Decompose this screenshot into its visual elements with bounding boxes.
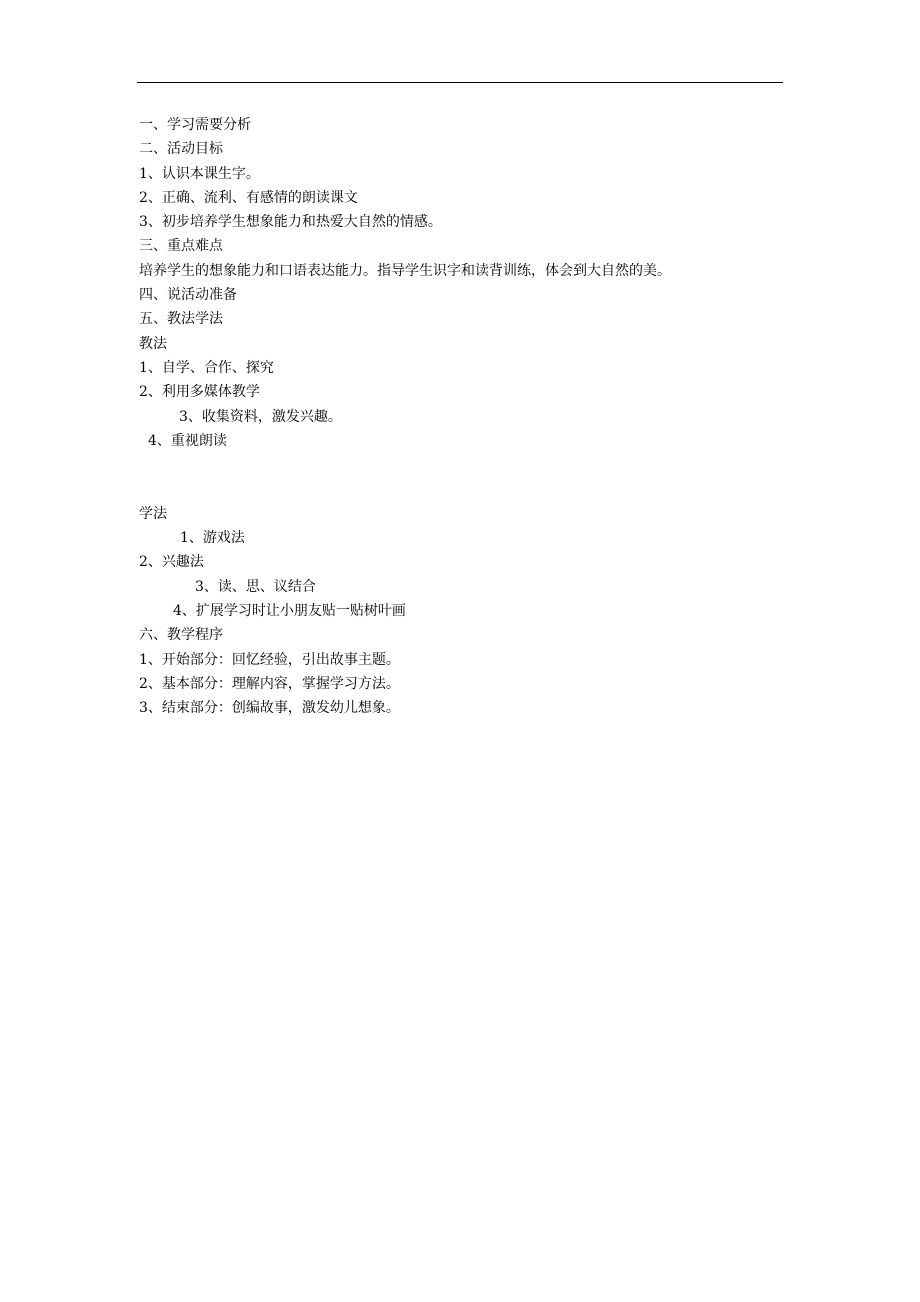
procedure-item-2: 2、基本部分：理解内容，掌握学习方法。 <box>139 675 400 692</box>
goal-item-3: 3、初步培养学生想象能力和热爱大自然的情感。 <box>139 214 442 231</box>
section-heading-methods: 五、教法学法 <box>139 311 223 328</box>
teaching-method-item-2: 2、利用多媒体教学 <box>139 384 260 401</box>
subheading-teaching-methods: 教法 <box>139 335 167 352</box>
goal-item-2: 2、正确、流利、有感情的朗读课文 <box>139 189 358 206</box>
teaching-method-item-4: 4、重视朗读 <box>148 432 227 449</box>
section-heading-procedure: 六、教学程序 <box>139 627 223 644</box>
section-heading-key-points: 三、重点难点 <box>139 238 223 255</box>
document-body <box>139 113 839 720</box>
learning-method-item-1: 1、游戏法 <box>180 530 245 547</box>
section-heading-preparation: 四、说活动准备 <box>139 287 237 304</box>
section-heading-activity-goals: 二、活动目标 <box>139 141 223 158</box>
teaching-method-item-1: 1、自学、合作、探究 <box>139 359 274 376</box>
teaching-method-item-3: 3、收集资料，激发兴趣。 <box>179 408 342 425</box>
procedure-item-3: 3、结束部分：创编故事，激发幼儿想象。 <box>139 700 400 717</box>
learning-method-item-4: 4、扩展学习时让小朋友贴一贴树叶画 <box>173 602 406 619</box>
key-points-text: 培养学生的想象能力和口语表达能力。指导学生识字和读背训练，体会到大自然的美。 <box>139 262 671 279</box>
learning-method-item-3: 3、读、思、议结合 <box>195 578 316 595</box>
header-rule <box>137 82 783 83</box>
learning-method-item-2: 2、兴趣法 <box>139 554 204 571</box>
section-heading-needs-analysis: 一、学习需要分析 <box>139 117 251 133</box>
goal-item-1: 1、认识本课生字。 <box>139 165 260 182</box>
blank-gap <box>139 453 839 502</box>
subheading-learning-methods: 学法 <box>139 505 167 522</box>
procedure-item-1: 1、开始部分：回忆经验，引出故事主题。 <box>139 651 400 668</box>
